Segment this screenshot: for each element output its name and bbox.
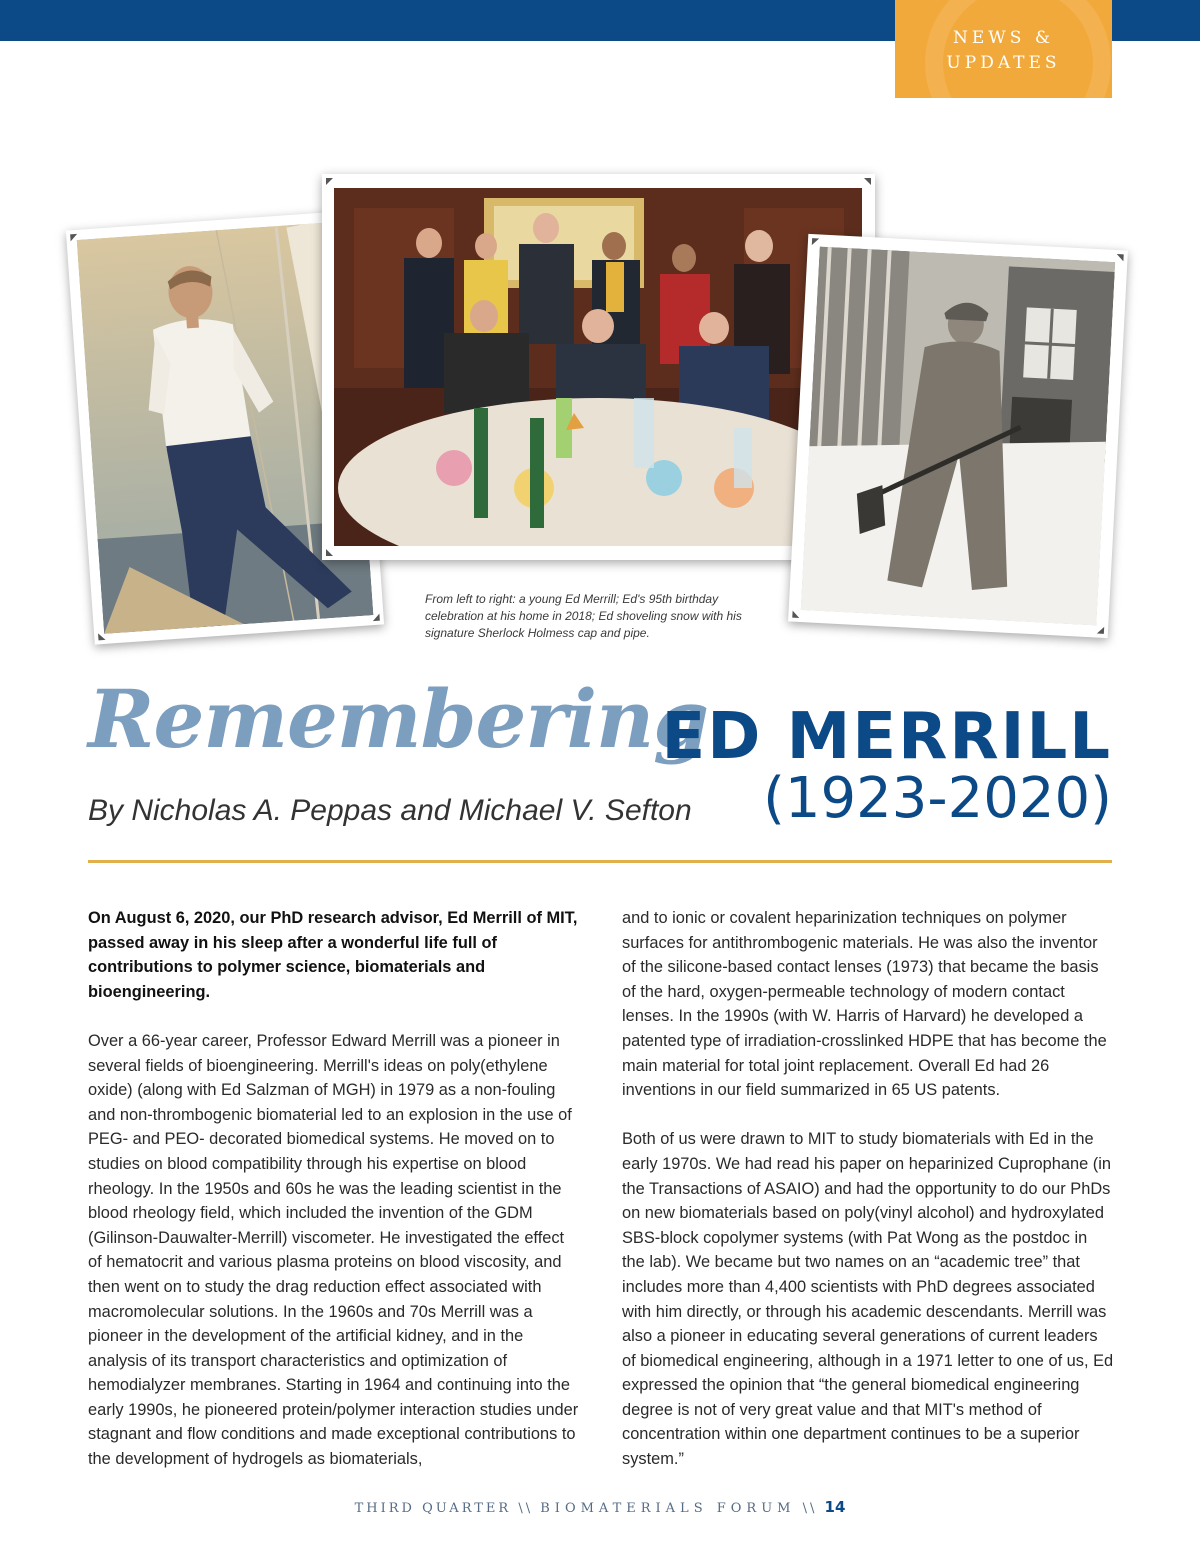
article-column-left: [88, 906, 580, 1496]
photo-corner: [812, 238, 819, 245]
photo-birthday-svg: [334, 188, 862, 546]
photo-corner: [372, 614, 379, 621]
photo-snow-image: [801, 247, 1116, 626]
photo-snow: [788, 234, 1128, 638]
photo-birthday: [322, 174, 875, 560]
section-tab-label: NEWS & UPDATES: [946, 28, 1061, 73]
body-paragraph: Over a 66-year career, Professor Edward Merrill was a pioneer in several fields of bioengineering. Merrill's ideas on poly(ethylene oxide) (along with Ed Salzman of MGH) in 1979 as a non-fouling and non-thrombogenic biomaterial led to an explosion in the use of PEG- and PEO- decorated biomedical systems. He moved on to studies on blood compatibility through his expertise on blood rheology. In the 1950s and 60s he was the leading scientist in the blood rheology field, which included the invention of the GDM (Gilinson-Dauwalter-Merrill) viscometer. He investigated the effect of hematocrit and various plasma proteins on blood viscosity, and then went on to study the drag reduction effect associated with macromolecular solutions. In the 1960s and 70s Merrill was a pioneer in the development of the artificial kidney, and in the analysis of its transport characteristics and optimization of hemodialyzer membranes. Starting in 1964 and continuing into the early 1990s, he pioneered protein/polymer interaction studies under stagnant and flow conditions and made exceptional contributions to the development of hydrogels as biomaterials,: [88, 1031, 579, 1469]
body-paragraph: Both of us were drawn to MIT to study biomaterials with Ed in the early 1970s. We had read his paper on heparinized Cuprophane (in the Transactions of ASAIO) and had the opportunity to do our PhDs on new biomaterials based on poly(vinyl alcohol) and hydroxylated SBS-block copolymer systems (with Pat Wong as the postdoc in the lab). We became but two names on an “academic tree” that includes more than 4,400 scientists with PhD degrees associated with him directly, or through his academic descendants. Merrill was also a pioneer in educating several generations of current leaders of biomedical engineering, although in a 1971 letter to one of us, Ed expressed the opinion that “the general biomedical engineering degree is not of very great value and that MIT's method of concentration within one department continues to be a superior system.”: [622, 1130, 1114, 1469]
photo-corner: [792, 611, 799, 618]
photo-birthday-image: [334, 188, 862, 546]
page-number: 14: [824, 1498, 846, 1516]
photo-corner: [326, 549, 333, 556]
photo-corner: [1116, 254, 1123, 261]
photo-corner: [864, 178, 871, 185]
body-paragraph: and to ionic or covalent heparinization techniques on polymer surfaces for antithrombogenic materials. He was also the inventor of the silicone-based contact lenses (1973) that became the basis of the hard, oxygen-permeable technology of modern contact lenses. In the 1990s (with W. Harris of Harvard) he developed a patented type of irradiation-crosslinked HDPE that has become the main material for total joint replacement. Overall Ed had 26 inventions in our field summarized in 65 US patents.: [622, 909, 1107, 1100]
article-column-right: [622, 906, 1114, 1496]
footer-separator: \\: [802, 1501, 818, 1516]
photo-corner: [326, 178, 333, 185]
page-footer: [0, 1498, 1200, 1516]
title-years: (1923-2020): [763, 766, 1112, 831]
byline: By Nicholas A. Peppas and Michael V. Sefton: [88, 794, 692, 827]
photo-snow-svg: [801, 247, 1116, 626]
photo-corner: [70, 234, 77, 241]
lead-paragraph: On August 6, 2020, our PhD research advisor, Ed Merrill of MIT, passed away in his sleep after a wonderful life full of contributions to polymer science, biomaterials and bioengineering.: [88, 909, 578, 1001]
photo-corner: [1097, 627, 1104, 634]
title-remembering: Remembering: [88, 672, 709, 766]
title-name: ED MERRILL: [661, 700, 1112, 774]
title-divider: [88, 860, 1112, 863]
footer-publication: BIOMATERIALS FORUM: [540, 1501, 796, 1516]
footer-issue: THIRD QUARTER \\: [354, 1501, 534, 1516]
section-tab: [895, 0, 1112, 98]
photo-caption: From left to right: a young Ed Merrill; Ed's 95th birthday celebration at his home in 2018; Ed shoveling snow with his signature Sherlock Holmess cap and pipe.: [425, 592, 742, 640]
photo-corner: [98, 633, 105, 640]
